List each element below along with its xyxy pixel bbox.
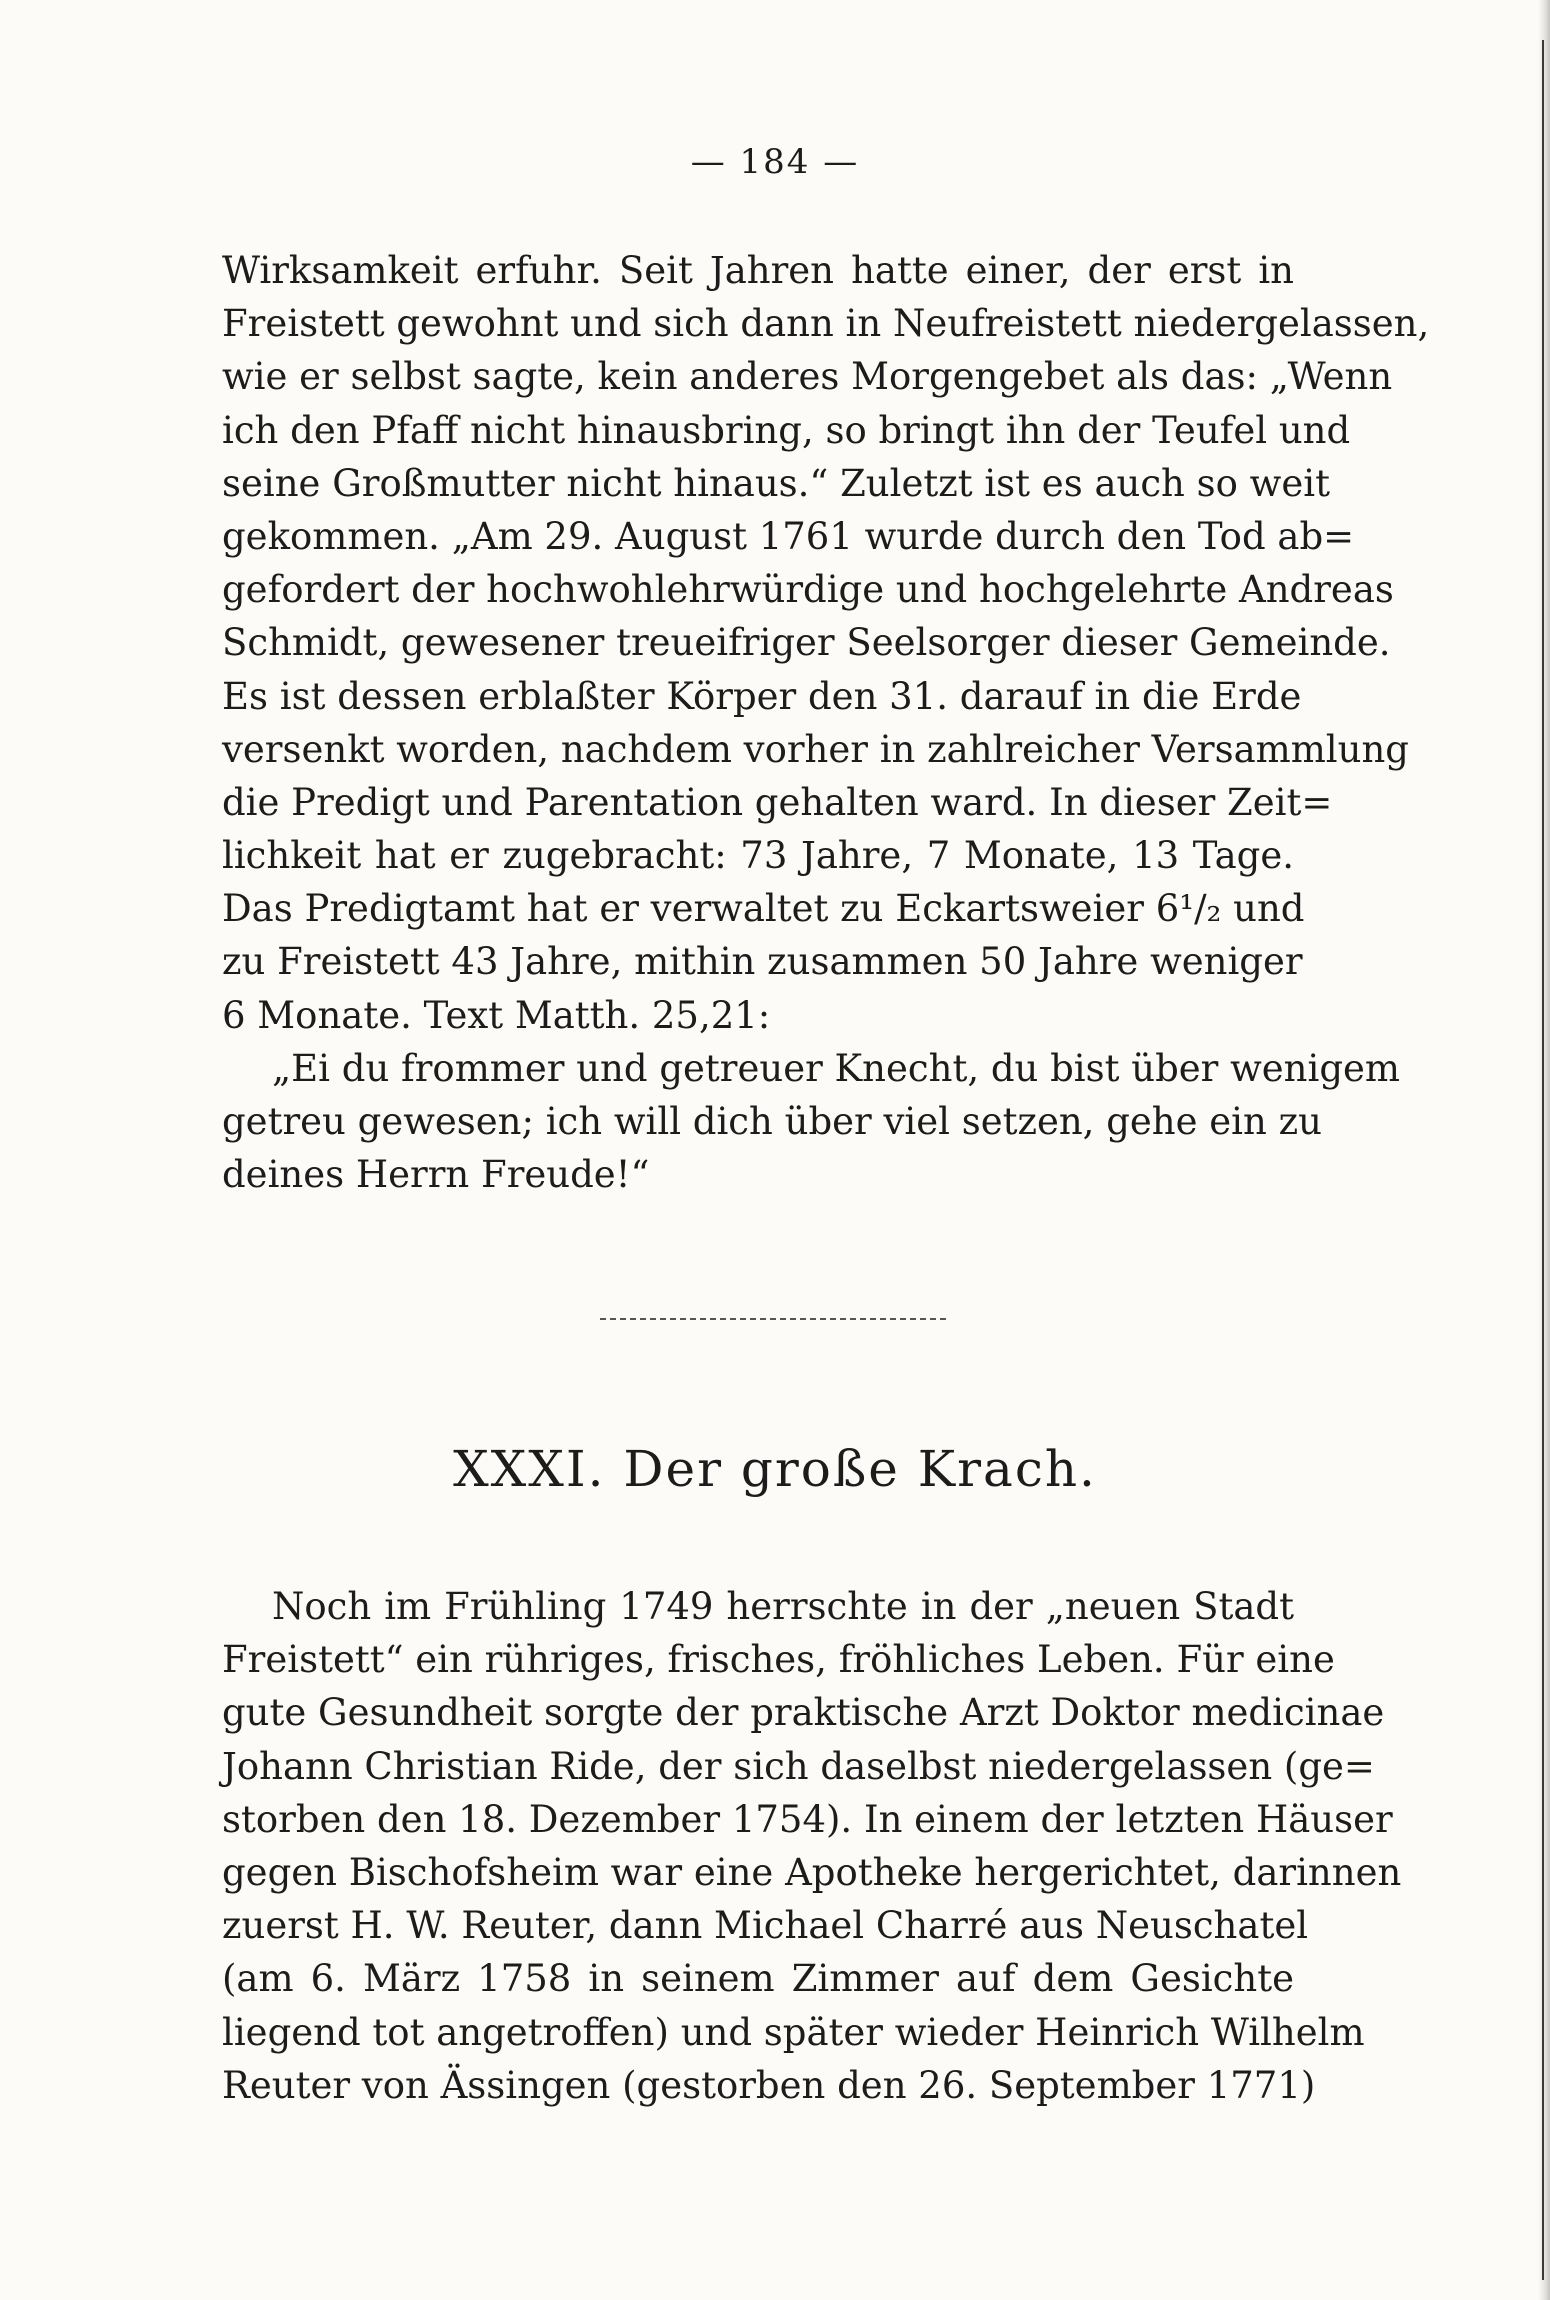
page-edge-shadow <box>1538 0 1550 2300</box>
page-number: — 184 — <box>690 142 860 182</box>
text-line: die Predigt und Parentation gehalten ward. In dieser Zeit= <box>222 780 1333 824</box>
text-line: wie er selbst sagte, kein anderes Morgengebet als das: „Wenn <box>222 355 1393 399</box>
text-line: gegen Bischofsheim war eine Apotheke hergerichtet, darinnen <box>222 1850 1402 1894</box>
quote-line: „Ei du frommer und getreuer Knecht, du bist über wenigem <box>272 1046 1401 1090</box>
text-line: zuerst H. W. Reuter, dann Michael Charré aus Neuschatel <box>222 1904 1309 1948</box>
chapter-heading: XXXI. Der große Krach. <box>453 1440 1097 1498</box>
text-line: Wirksamkeit erfuhr. Seit Jahren hatte einer, der erst in <box>222 249 1294 292</box>
text-line: 6 Monate. Text Matth. 25,21: <box>222 993 771 1037</box>
text-line: Noch im Frühling 1749 herrschte in der „neuen Stadt <box>272 1585 1294 1628</box>
text-line: Schmidt, gewesener treueifriger Seelsorger dieser Gemeinde. <box>222 621 1391 665</box>
text-line: Johann Christian Ride, der sich daselbst niedergelassen (ge= <box>222 1744 1375 1788</box>
body-text-bottom <box>222 1580 1402 2112</box>
text-line: (am 6. März 1758 in seinem Zimmer auf dem Gesichte <box>222 1957 1294 2001</box>
page-edge-line <box>1542 40 1544 2280</box>
body-text-top <box>222 244 1430 1201</box>
text-line: liegend tot angetroffen) und später wieder Heinrich Wilhelm <box>222 2010 1365 2054</box>
text-line: Reuter von Ässingen (gestorben den 26. September 1771) <box>222 2063 1316 2107</box>
section-separator <box>600 1318 946 1320</box>
quote-line: getreu gewesen; ich will dich über viel setzen, gehe ein zu <box>222 1100 1322 1143</box>
text-line: Freistett“ ein rühriges, frisches, fröhliches Leben. Für eine <box>222 1638 1335 1682</box>
text-line: seine Großmutter nicht hinaus.“ Zuletzt ist es auch so weit <box>222 461 1330 505</box>
text-line: ich den Pfaff nicht hinausbring, so bringt ihn der Teufel und <box>222 408 1351 452</box>
text-line: lichkeit hat er zugebracht: 73 Jahre, 7 Monate, 13 Tage. <box>222 834 1294 878</box>
text-line: gute Gesundheit sorgte der praktische Arzt Doktor medicinae <box>222 1691 1385 1735</box>
text-line: Das Predigtamt hat er verwaltet zu Eckartsweier 6¹/₂ und <box>222 887 1305 931</box>
text-line: gefordert der hochwohlehrwürdige und hochgelehrte Andreas <box>222 568 1394 612</box>
text-line: zu Freistett 43 Jahre, mithin zusammen 50 Jahre weniger <box>222 940 1303 984</box>
text-line: gekommen. „Am 29. August 1761 wurde durch den Tod ab= <box>222 514 1355 558</box>
text-line: Freistett gewohnt und sich dann in Neufreistett niedergelassen, <box>222 302 1430 346</box>
text-line: versenkt worden, nachdem vorher in zahlreicher Versammlung <box>222 727 1409 771</box>
text-line: storben den 18. Dezember 1754). In einem der letzten Häuser <box>222 1797 1393 1841</box>
quote-line: deines Herrn Freude!“ <box>222 1153 650 1197</box>
text-line: Es ist dessen erblaßter Körper den 31. darauf in die Erde <box>222 674 1302 718</box>
